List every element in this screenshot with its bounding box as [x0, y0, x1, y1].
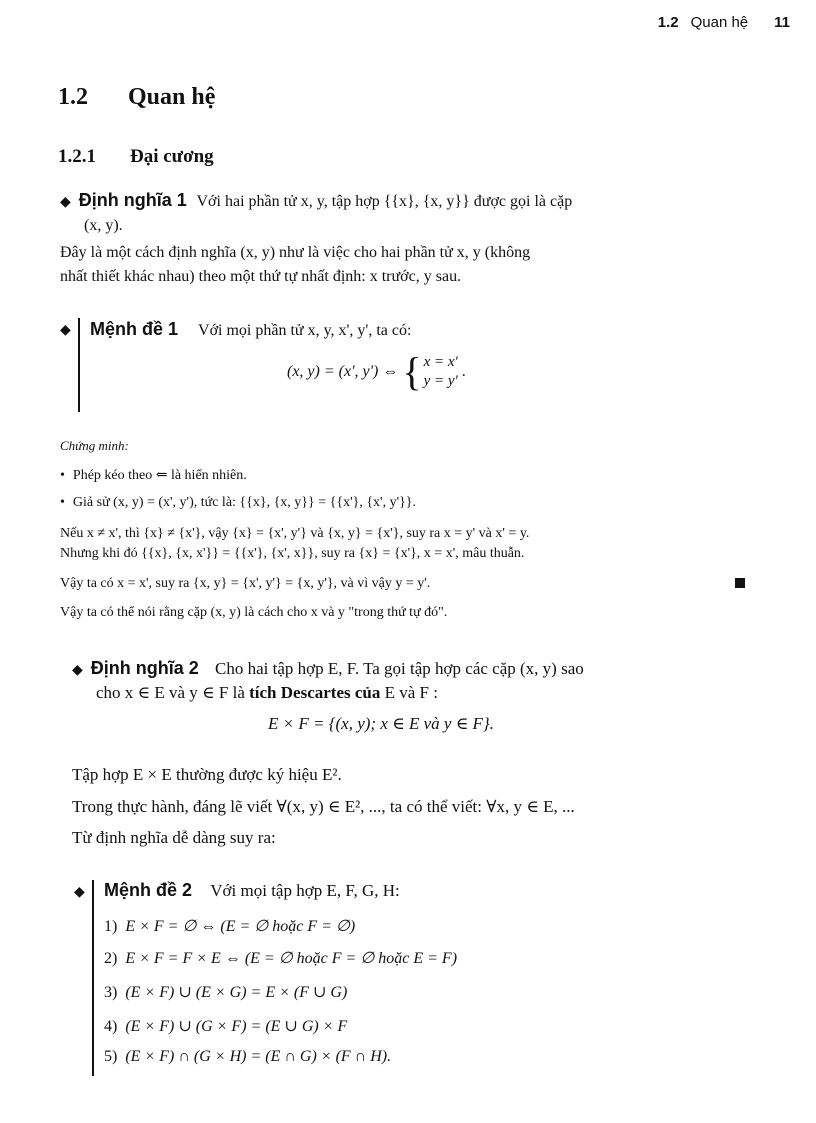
- proof-line-3: Nếu x ≠ x', thì {x} ≠ {x'}, vậy {x} = {x', y'} và {x, y} = {x'}, suy ra x = y' và x' = y.: [60, 526, 530, 541]
- definition-2-line-2: [96, 682, 756, 704]
- item-number: 3): [104, 984, 118, 1001]
- qed-square-icon: [735, 578, 745, 588]
- proposition-1: [90, 319, 411, 340]
- case-lines: [424, 353, 458, 391]
- subsection-title: Đại cương: [130, 146, 214, 167]
- item-number: 5): [104, 1048, 118, 1065]
- case-2: y = y': [423, 373, 458, 389]
- proof-heading: Chứng minh:: [60, 438, 129, 453]
- cartesian-product-formula: E × F = {(x, y); x ∈ E và y ∈ F}.: [268, 714, 494, 733]
- proposition-2-bar: [92, 880, 94, 1076]
- definition-1: [60, 189, 750, 214]
- proof-bullet-1: [60, 465, 750, 486]
- proposition-2: [104, 880, 400, 901]
- diamond-icon: ◆: [60, 195, 71, 210]
- diamond-icon: ◆: [74, 885, 85, 900]
- proof-line-6: Vậy ta có thể nói rằng cặp (x, y) là cách cho x và y "trong thứ tự đó".: [60, 605, 448, 620]
- proposition-2-item-3: [104, 982, 347, 1002]
- diamond-icon: ◆: [60, 323, 71, 338]
- left-brace: {: [402, 349, 422, 394]
- proposition-1-bar: [78, 318, 80, 412]
- definition-2-label: Định nghĩa 2: [90, 658, 199, 678]
- proof-line-5: Vậy ta có x = x', suy ra {x, y} = {x', y'} = {x, y'}, và vì vậy y = y'.: [60, 576, 431, 591]
- item-text: E × F = ∅ ⇔ (E = ∅ hoặc F = ∅): [125, 918, 356, 935]
- running-header-title: Quan hệ: [690, 14, 749, 31]
- bullet-icon: •: [60, 468, 65, 483]
- proposition-2-item-1: [104, 916, 355, 936]
- formula-lhs: (x, y) = (x', y') ⇔: [287, 363, 399, 380]
- paragraph-1-line-2: nhất thiết khác nhau) theo một thứ tự nhất định: x trước, y sau.: [60, 268, 462, 285]
- formula-cases: [402, 349, 466, 394]
- proposition-2-item-4: [104, 1016, 347, 1036]
- proof-bullet-2: [60, 492, 750, 513]
- item-text: (E × F) ∪ (G × F) = (E ∪ G) × F: [125, 1018, 348, 1035]
- subsection-heading: [58, 146, 214, 168]
- definition-2-line-1: Cho hai tập hợp E, F. Ta gọi tập hợp các cặp (x, y) sao: [215, 659, 584, 678]
- definition-1-label: Định nghĩa 1: [78, 190, 187, 210]
- bullet-icon: •: [60, 495, 65, 510]
- proposition-2-item-5: [104, 1048, 391, 1066]
- section-number: 1.2: [58, 84, 88, 110]
- paragraph-1-line-1: Đây là một cách định nghĩa (x, y) như là việc cho hai phần tử x, y (không: [60, 244, 531, 261]
- formula-end: .: [461, 363, 466, 380]
- paragraph-2-line-2: Trong thực hành, đáng lẽ viết ∀(x, y) ∈ E², ..., ta có thể viết: ∀x, y ∈ E, ...: [72, 797, 575, 816]
- proof-bullet-2-text: Giả sử (x, y) = (x', y'), tức là: {{x}, {x, y}} = {{x'}, {x', y'}}.: [72, 495, 417, 510]
- item-number: 4): [104, 1018, 118, 1035]
- item-number: 2): [104, 950, 118, 967]
- running-header-section-num: 1.2: [657, 14, 679, 31]
- proposition-1-formula: [287, 349, 466, 394]
- proof-bullet-1-text: Phép kéo theo ⇐ là hiển nhiên.: [72, 468, 247, 483]
- paragraph-2-line-3: Từ định nghĩa dễ dàng suy ra:: [72, 828, 276, 847]
- proof-line-4: Nhưng khi đó {{x}, {x, x'}} = {{x'}, {x', x}}, suy ra {x} = {x'}, x = x', mâu thuẫn.: [60, 546, 525, 561]
- running-header: [648, 14, 790, 31]
- item-text: E × F = F × E ⇔ (E = ∅ hoặc F = ∅ hoặc E = F): [125, 950, 458, 967]
- definition-1-text: Với hai phần tử x, y, tập hợp {{x}, {x, y}} được gọi là cặp: [196, 193, 573, 210]
- proposition-2-label: Mệnh đề 2: [104, 880, 193, 900]
- diamond-icon: ◆: [72, 663, 83, 678]
- case-1: x = x': [423, 354, 458, 370]
- page-number: 11: [774, 14, 790, 31]
- section-heading: [58, 84, 215, 111]
- definition-2-term: tích Descartes của: [249, 683, 381, 702]
- subsection-number: 1.2.1: [58, 146, 96, 167]
- definition-1-text-cont: (x, y).: [84, 217, 123, 234]
- item-text: (E × F) ∪ (E × G) = E × (F ∪ G): [125, 984, 348, 1001]
- proposition-1-label: Mệnh đề 1: [90, 319, 179, 339]
- definition-2-line-2-c: E và F :: [380, 683, 438, 702]
- paragraph-2-line-1: Tập hợp E × E thường được ký hiệu E².: [72, 765, 342, 784]
- definition-2: [72, 657, 762, 682]
- definition-2-line-2-a: cho x ∈ E và y ∈ F là: [96, 683, 250, 702]
- item-number: 1): [104, 918, 118, 935]
- item-text: (E × F) ∩ (G × H) = (E ∩ G) × (F ∩ H).: [125, 1048, 392, 1065]
- proposition-2-intro: Với mọi tập hợp E, F, G, H:: [210, 881, 400, 900]
- section-title: Quan hệ: [128, 84, 216, 110]
- proposition-2-item-2: [104, 948, 457, 968]
- proposition-1-intro: Với mọi phần tử x, y, x', y', ta có:: [198, 322, 412, 339]
